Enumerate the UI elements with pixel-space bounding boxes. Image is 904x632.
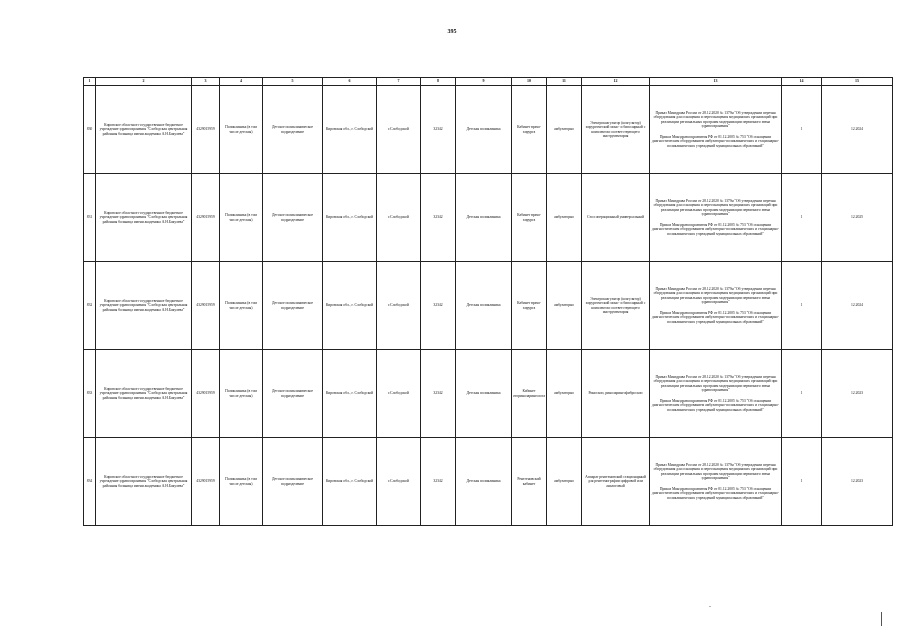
address-cell: Кировская обл., г. Слободской [323, 438, 377, 526]
department-cell: Детская поликлиника [456, 262, 512, 350]
unit-cell: Поликлиника (в том числе детская) [220, 86, 263, 174]
equipment-cell: Риноскоп, риноларингофиброскоп [582, 350, 650, 438]
inn-cell: 4329015959 [192, 438, 220, 526]
index-cell: 32342 [421, 174, 456, 262]
table-row [84, 174, 893, 262]
unit-cell: Поликлиника (в том числе детская) [220, 350, 263, 438]
index-cell: 32342 [421, 350, 456, 438]
basis-paragraph: Приказ Минздравсоцразвития РФ от 01.12.2005 № 753 "Об оснащении диагностическим оборудованием амбулаторно-поликлинических и стационарно-поликлинических учреждений муниципальных образований" [651, 134, 780, 148]
column-header: 14 [782, 78, 822, 86]
division-cell: Детское поликлиническое подразделение [263, 262, 323, 350]
organization-cell: Кировское областное государственное бюджетное учреждение здравоохранения "Слободская центральная районная больница имени академика А.Н.Бакулева" [96, 86, 192, 174]
table-row [84, 262, 893, 350]
column-header: 12 [582, 78, 650, 86]
basis-paragraph: Приказ Минздрава России от 28.12.2020 № 1379н "Об утверждении перечня оборудования для оснащения и переоснащения медицинских организаций при реализации региональных программ модернизации первичного звена здравоохранения" [653, 462, 778, 481]
date-cell: 12.2023 [822, 438, 893, 526]
row-number: 830 [84, 86, 96, 174]
unit-cell: Поликлиника (в том числе детская) [220, 262, 263, 350]
date-cell: 12.2023 [822, 350, 893, 438]
basis-cell [650, 86, 782, 174]
address-cell: Кировская обл., г. Слободской [323, 350, 377, 438]
table-row [84, 350, 893, 438]
city-cell: г.Слободской [377, 262, 421, 350]
care-type-cell: амбулаторно [547, 262, 582, 350]
column-header: 1 [84, 78, 96, 86]
basis-paragraph: Приказ Минздравсоцразвития РФ от 01.12.2005 № 753 "Об оснащении диагностическим оборудованием амбулаторно-поликлинических и стационарно-поликлинических учреждений муниципальных образований" [651, 222, 780, 236]
index-cell: 32342 [421, 86, 456, 174]
scan-mark: - [709, 604, 711, 610]
header-row [84, 78, 893, 86]
basis-paragraph: Приказ Минздравсоцразвития РФ от 01.12.2005 № 753 "Об оснащении диагностическим оборудованием амбулаторно-поликлинических и стационарно-поликлинических учреждений муниципальных образований" [651, 398, 780, 412]
column-header: 7 [377, 78, 421, 86]
division-cell: Детское поликлиническое подразделение [263, 438, 323, 526]
city-cell: г.Слободской [377, 438, 421, 526]
division-cell: Детское поликлиническое подразделение [263, 350, 323, 438]
date-cell: 12.2024 [822, 262, 893, 350]
address-cell: Кировская обл., г. Слободской [323, 262, 377, 350]
quantity-cell: 1 [782, 174, 822, 262]
equipment-cell: Электрокоагулятор (коагулятор) хирургический моно- и биполярный с комплектом соответствующего инструментария [582, 86, 650, 174]
basis-paragraph: Приказ Минздрава России от 28.12.2020 № 1379н "Об утверждении перечня оборудования для оснащения и переоснащения медицинских организаций при реализации региональных программ модернизации первичного звена здравоохранения" [653, 286, 778, 305]
equipment-cell: Электрокоагулятор (коагулятор) хирургический моно- и биполярный с комплектом соответствующего инструментария [582, 262, 650, 350]
address-cell: Кировская обл., г. Слободской [323, 86, 377, 174]
index-cell: 32342 [421, 262, 456, 350]
date-cell: 12.2025 [822, 174, 893, 262]
department-cell: Детская поликлиника [456, 86, 512, 174]
row-number: 833 [84, 350, 96, 438]
index-cell: 32342 [421, 438, 456, 526]
column-header: 15 [822, 78, 893, 86]
column-header: 6 [323, 78, 377, 86]
equipment-cell: Аппарат рентгеновский стационарный для рентгенографии цифровой или аналоговый [582, 438, 650, 526]
row-number: 832 [84, 262, 96, 350]
basis-paragraph: Приказ Минздравсоцразвития РФ от 01.12.2005 № 753 "Об оснащении диагностическим оборудованием амбулаторно-поликлинических и стационарно-поликлинических учреждений муниципальных образований" [651, 310, 780, 324]
inn-cell: 4329015959 [192, 174, 220, 262]
care-type-cell: амбулаторно [547, 350, 582, 438]
care-type-cell: амбулаторно [547, 86, 582, 174]
equipment-table [83, 77, 893, 526]
quantity-cell: 1 [782, 86, 822, 174]
basis-cell [650, 350, 782, 438]
organization-cell: Кировское областное государственное бюджетное учреждение здравоохранения "Слободская центральная районная больница имени академика А.Н.Бакулева" [96, 174, 192, 262]
quantity-cell: 1 [782, 262, 822, 350]
department-cell: Детская поликлиника [456, 438, 512, 526]
equipment-cell: Стол операционный универсальный [582, 174, 650, 262]
city-cell: г.Слободской [377, 350, 421, 438]
unit-cell: Поликлиника (в том числе детская) [220, 174, 263, 262]
table-row [84, 86, 893, 174]
column-header: 8 [421, 78, 456, 86]
column-header: 3 [192, 78, 220, 86]
cabinet-cell: Кабинет оториноларинголога [512, 350, 547, 438]
quantity-cell: 1 [782, 438, 822, 526]
basis-cell [650, 262, 782, 350]
care-type-cell: амбулаторно [547, 438, 582, 526]
inn-cell: 4329015959 [192, 350, 220, 438]
basis-cell [650, 174, 782, 262]
page-number: 395 [447, 29, 457, 35]
cabinet-cell: Рентгеновский кабинет [512, 438, 547, 526]
basis-paragraph: Приказ Минздравсоцразвития РФ от 01.12.2005 № 753 "Об оснащении диагностическим оборудованием амбулаторно-поликлинических и стационарно-поликлинических учреждений муниципальных образований" [651, 486, 780, 500]
organization-cell: Кировское областное государственное бюджетное учреждение здравоохранения "Слободская центральная районная больница имени академика А.Н.Бакулева" [96, 262, 192, 350]
division-cell: Детское поликлиническое подразделение [263, 174, 323, 262]
column-header: 13 [650, 78, 782, 86]
division-cell: Детское поликлиническое подразделение [263, 86, 323, 174]
address-cell: Кировская обл., г. Слободской [323, 174, 377, 262]
date-cell: 12.2024 [822, 86, 893, 174]
row-number: 834 [84, 438, 96, 526]
basis-paragraph: Приказ Минздрава России от 28.12.2020 № 1379н "Об утверждении перечня оборудования для оснащения и переоснащения медицинских организаций при реализации региональных программ модернизации первичного звена здравоохранения" [653, 110, 778, 129]
column-header: 11 [547, 78, 582, 86]
column-header: 2 [96, 78, 192, 86]
organization-cell: Кировское областное государственное бюджетное учреждение здравоохранения "Слободская центральная районная больница имени академика А.Н.Бакулева" [96, 350, 192, 438]
column-header: 9 [456, 78, 512, 86]
cabinet-cell: Кабинет врача-хирурга [512, 262, 547, 350]
city-cell: г.Слободской [377, 174, 421, 262]
column-header: 5 [263, 78, 323, 86]
unit-cell: Поликлиника (в том числе детская) [220, 438, 263, 526]
basis-cell [650, 438, 782, 526]
cabinet-cell: Кабинет врача-хирурга [512, 86, 547, 174]
column-header: 10 [512, 78, 547, 86]
row-number: 831 [84, 174, 96, 262]
quantity-cell: 1 [782, 350, 822, 438]
organization-cell: Кировское областное государственное бюджетное учреждение здравоохранения "Слободская центральная районная больница имени академика А.Н.Бакулева" [96, 438, 192, 526]
basis-paragraph: Приказ Минздрава России от 28.12.2020 № 1379н "Об утверждении перечня оборудования для оснащения и переоснащения медицинских организаций при реализации региональных программ модернизации первичного звена здравоохранения" [653, 198, 778, 217]
inn-cell: 4329015959 [192, 86, 220, 174]
department-cell: Детская поликлиника [456, 174, 512, 262]
scan-line [881, 612, 882, 626]
column-header: 4 [220, 78, 263, 86]
city-cell: г.Слободской [377, 86, 421, 174]
table-row [84, 438, 893, 526]
cabinet-cell: Кабинет врача-хирурга [512, 174, 547, 262]
basis-paragraph: Приказ Минздрава России от 28.12.2020 № 1379н "Об утверждении перечня оборудования для оснащения и переоснащения медицинских организаций при реализации региональных программ модернизации первичного звена здравоохранения" [653, 374, 778, 393]
care-type-cell: амбулаторно [547, 174, 582, 262]
inn-cell: 4329015959 [192, 262, 220, 350]
department-cell: Детская поликлиника [456, 350, 512, 438]
